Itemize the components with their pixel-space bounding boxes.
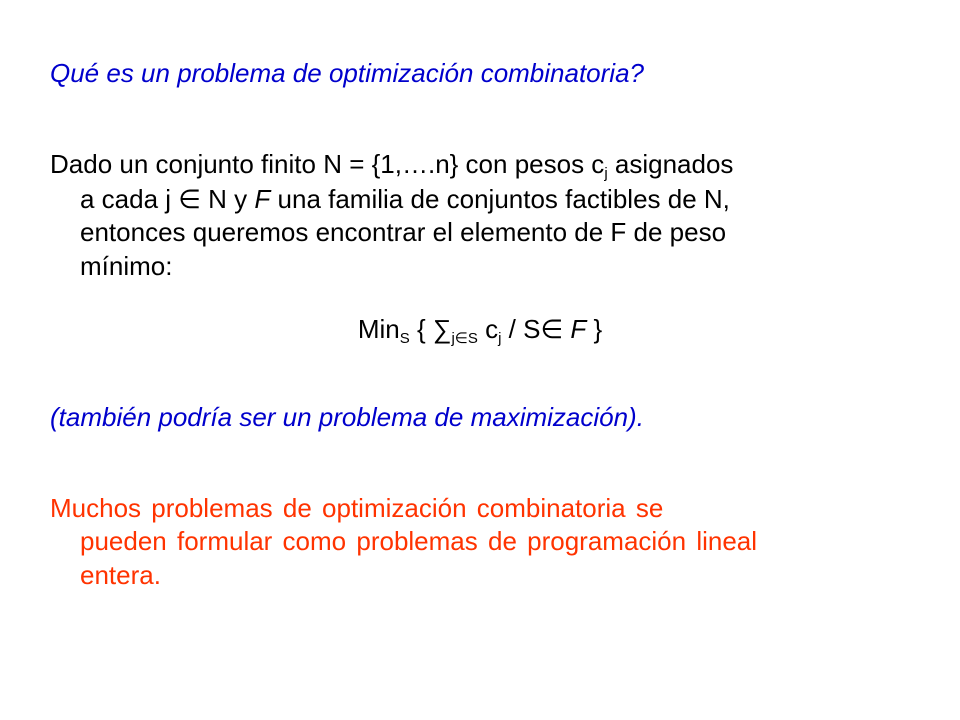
objective-formula	[0, 314, 960, 347]
formula-sum: { ∑	[409, 314, 452, 344]
definition-text: N y	[200, 184, 255, 215]
formula-close: }	[586, 314, 603, 344]
conclusion-paragraph	[50, 492, 910, 592]
formula-sum-subscript: j∈S	[451, 330, 478, 347]
definition-text: Dado un conjunto finito N = {1,….n} con pesos c	[50, 149, 605, 179]
formula-min-subscript: S	[399, 330, 410, 347]
formula-condition: / S∈	[501, 314, 571, 344]
maximization-note: (también podría ser un problema de maximización).	[50, 402, 644, 432]
definition-line-1	[50, 148, 910, 183]
formula-family: F	[570, 314, 587, 344]
definition-paragraph	[50, 148, 910, 283]
definition-text: una familia de conjuntos factibles de N,	[270, 184, 730, 215]
conclusion-line-2: pueden formular como problemas de programación lineal	[80, 526, 758, 557]
slide-title: Qué es un problema de optimización combinatoria?	[50, 58, 645, 88]
formula-weight-subscript: j	[498, 330, 502, 347]
formula-min: Min	[357, 314, 400, 344]
subscript-j: j	[604, 165, 608, 182]
conclusion-line-1: Muchos problemas de optimización combinatoria se	[50, 493, 664, 523]
conclusion-line-3: entera.	[80, 559, 161, 590]
element-of-symbol: ∈	[178, 184, 201, 215]
definition-line-2	[50, 183, 910, 216]
definition-text: asignados	[607, 149, 734, 179]
family-symbol: F	[254, 184, 271, 215]
definition-text: a cada j	[80, 184, 179, 215]
formula-weight: c	[477, 314, 499, 344]
definition-line-4: mínimo:	[80, 250, 173, 281]
definition-line-3: entonces queremos encontrar el elemento de F de peso	[80, 217, 727, 248]
